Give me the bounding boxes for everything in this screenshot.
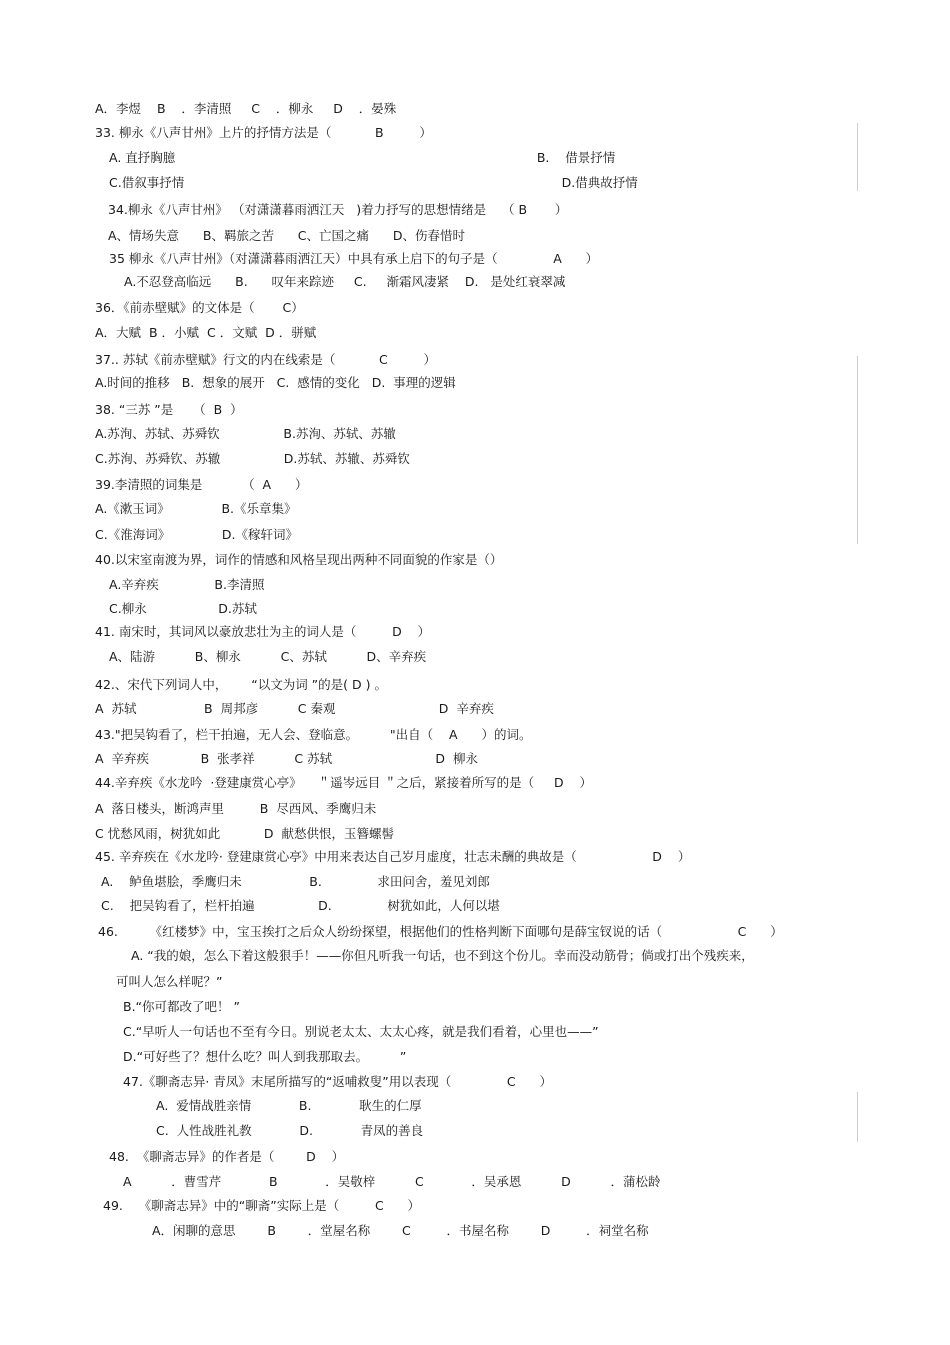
q46-option-b: B.“你可都改了吧！ ” <box>123 999 240 1014</box>
q39-question: 39.李清照的词集是 （ A ） <box>95 477 308 492</box>
q46-question: 46. 《红楼梦》中，宝玉挨打之后众人纷纷探望，根据他们的性格判断下面哪句是薛宝钗说的话（ C ） <box>98 924 783 939</box>
q46-option-a-cont: 可叫人怎么样呢？” <box>116 974 223 989</box>
q47-question: 47.《聊斋志异· 青凤》末尾所描写的“返哺救叟”用以表现（ C ） <box>123 1074 552 1089</box>
q36-options: A．大赋 B ．小赋 C ．文赋 D ．骈赋 <box>95 325 317 340</box>
q39-options-cd: C.《淮海词》 D.《稼轩词》 <box>95 527 298 542</box>
q34-question: 34.柳永《八声甘州》 （对潇潇暮雨洒江天 )着力抒写的思想情绪是 （ B ） <box>108 202 568 217</box>
q41-question: 41. 南宋时，其词风以豪放悲壮为主的词人是（ D ） <box>95 624 431 639</box>
q32-options: A．李煜 B ．李清照 C ．柳永 D ．晏殊 <box>95 101 397 116</box>
q49-question: 49. 《聊斋志异》中的“聊斋”实际上是（ C ） <box>103 1198 421 1213</box>
q37-question: 37.. 苏轼《前赤壁赋》行文的内在线索是（ C ） <box>95 352 437 367</box>
q46-option-a: A. “我的娘，怎么下着这般狠手！——你但凡听我一句话，也不到这个份儿。幸而没动筋骨；倘或打出个残疾来， <box>131 948 754 963</box>
q43-question: 43."把吴钩看了，栏干拍遍，无人会、登临意。 "出自（ A ）的词。 <box>95 727 532 742</box>
margin-bar-1 <box>857 123 858 191</box>
q46-option-c: C.“早听人一句话也不至有今日。别说老太太、太太心疼，就是我们看着，心里也——” <box>123 1024 599 1039</box>
q34-options: A、情场失意 B、羁旅之苦 C、亡国之痛 D、伤春惜时 <box>108 228 466 243</box>
q42-question: 42.、宋代下列词人中， “以文为词 ”的是( D ) 。 <box>95 677 387 692</box>
q39-options-ab: A.《漱玉词》 B.《乐章集》 <box>95 501 297 516</box>
q45-question: 45. 辛弃疾在《水龙吟· 登建康赏心亭》中用来表达自己岁月虚度，壮志未酬的典故是（ D ） <box>95 849 691 864</box>
q48-options: A ．曹雪芹 B ．吴敬梓 C ．吴承恩 D ．蒲松龄 <box>123 1174 661 1189</box>
q40-question: 40.以宋室南渡为界，词作的情感和风格呈现出两种不同面貌的作家是（） <box>95 552 503 567</box>
q40-options-cd: C.柳永 D.苏轼 <box>109 601 257 616</box>
q47-options-ab: A. 爱情战胜亲情 B. 耿生的仁厚 <box>156 1098 422 1113</box>
margin-bar-2 <box>857 356 858 544</box>
q48-question: 48. 《聊斋志异》的作者是（ D ） <box>109 1149 345 1164</box>
margin-bar-3 <box>857 1092 858 1142</box>
q45-options-cd: C. 把吴钩看了，栏杆拍遍 D. 树犹如此，人何以堪 <box>101 898 500 913</box>
q47-options-cd: C. 人性战胜礼教 D. 青凤的善良 <box>156 1123 424 1138</box>
q44-options-ab: A 落日楼头，断鸿声里 B 尽西风、季鹰归未 <box>95 801 377 816</box>
q46-option-d: D.“可好些了？想什么吃？叫人到我那取去。 ” <box>123 1049 407 1064</box>
q35-question: 35 柳永《八声甘州》（对潇潇暮雨洒江天）中具有承上启下的句子是（ A ） <box>109 251 599 266</box>
q36-question: 36．《前赤壁赋》的文体是（ C） <box>95 300 304 315</box>
q33-options-cd: C.借叙事抒情 D.借典故抒情 <box>109 175 638 190</box>
q44-options-cd: C 忧愁风雨，树犹如此 D 献愁供恨，玉簪螺髻 <box>95 826 394 841</box>
q41-options: A、陆游 B、柳永 C、苏轼 D、辛弃疾 <box>109 649 427 664</box>
q44-question: 44.辛弃疾《水龙吟 ·登建康赏心亭》 ＂遥岑远目 ＂之后，紧接着所写的是（ D ） <box>95 775 593 790</box>
q40-options-ab: A.辛弃疾 B.李清照 <box>109 577 265 592</box>
q38-options-cd: C.苏洵、苏舜钦、苏辙 D.苏轼、苏辙、苏舜钦 <box>95 451 410 466</box>
q45-options-ab: A. 鲈鱼堪脍，季鹰归未 B. 求田问舍，羞见刘郎 <box>101 874 490 889</box>
q33-question: 33. 柳永《八声甘州》上片的抒情方法是（ B ） <box>95 125 432 140</box>
q33-options-ab: A. 直抒胸臆 B. 借景抒情 <box>109 150 616 165</box>
q35-options: A.不忍登高临远 B. 叹年来踪迹 C. 渐霜风凄紧 D. 是处红衰翠减 <box>124 274 566 289</box>
q49-options: A．闲聊的意思 B ．堂屋名称 C ．书屋名称 D ．祠堂名称 <box>152 1223 649 1238</box>
q38-options-ab: A.苏洵、苏轼、苏舜钦 B.苏洵、苏轼、苏辙 <box>95 426 396 441</box>
q43-options: A 辛弃疾 B 张孝祥 C 苏轼 D 柳永 <box>95 751 478 766</box>
q42-options: A 苏轼 B 周邦彦 C 秦观 D 辛弃疾 <box>95 701 494 716</box>
q37-options: A.时间的推移 B. 想象的展开 C. 感情的变化 D. 事理的逻辑 <box>95 375 456 390</box>
q38-question: 38. “三苏 ”是 （ B ） <box>95 402 243 417</box>
